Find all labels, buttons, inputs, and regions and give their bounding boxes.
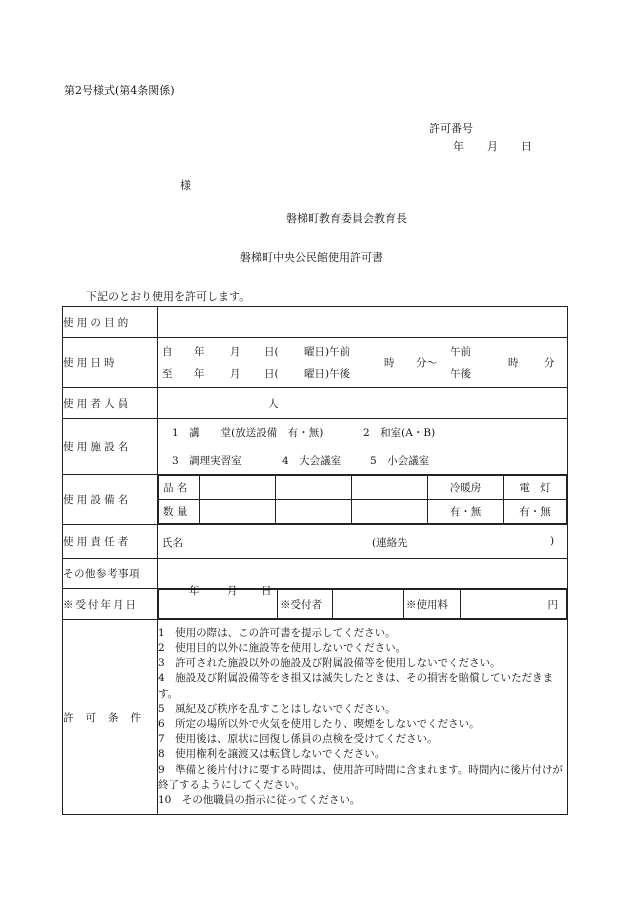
end-hour: 時	[508, 357, 519, 369]
page-title: 磐梯町中央公民館使用許可書	[240, 251, 383, 264]
row-equipment	[63, 475, 568, 525]
condition-item: 6 所定の場所以外で火気を使用したり、喫煙をしないでください。	[158, 718, 480, 730]
row-responsible	[63, 525, 568, 559]
persons-field[interactable]	[158, 388, 568, 419]
equip-qty-label: 数 量	[159, 500, 200, 524]
equip-name-label: 品 名	[159, 476, 200, 500]
end-am: 午前	[450, 346, 471, 358]
conditions-list	[158, 620, 568, 815]
permit-number-label: 許可番号	[429, 122, 473, 135]
to-label: 至	[162, 368, 173, 380]
row-datetime	[63, 338, 568, 388]
receiver-field[interactable]	[333, 590, 404, 619]
fee-field[interactable]: 円	[461, 590, 567, 619]
from-year: 年	[194, 346, 205, 358]
reception-date[interactable]	[159, 585, 278, 619]
reception-field	[158, 585, 568, 620]
equip-name-2[interactable]	[276, 476, 352, 500]
contact-label: (連絡先	[372, 537, 408, 549]
fee-label: ※使用料	[404, 590, 461, 619]
condition-item: 7 使用後は、原状に回復し係員の点検を受けてください。	[158, 733, 438, 746]
equip-name-3[interactable]	[352, 476, 428, 500]
receiver-label: ※受付者	[278, 590, 333, 619]
start-hour: 時	[384, 357, 395, 369]
end-pm: 午後	[450, 368, 471, 380]
date-month: 月	[487, 140, 498, 153]
equipment-field	[158, 475, 568, 525]
condition-item: 8 使用権利を譲渡又は転貸しないでください。	[158, 748, 386, 761]
facility-5: 5 小会議室	[370, 455, 430, 467]
reception-month: 月	[227, 585, 238, 597]
from-weekday: 曜日)午前	[304, 346, 351, 358]
condition-item: 9 準備と後片付けに要する時間は、使用許可時間に含まれます。時間内に後片付けが終了するようにしてください。	[158, 763, 563, 791]
facility-4: 4 大会議室	[282, 455, 342, 467]
end-minute: 分	[544, 357, 555, 369]
start-minute: 分〜	[416, 357, 437, 369]
datetime-label: 使用日時	[63, 338, 158, 388]
equip-name-1[interactable]	[200, 476, 276, 500]
contact-close: )	[550, 535, 555, 547]
responsible-name-label: 氏名	[162, 537, 183, 549]
row-facilities	[63, 419, 568, 475]
to-day: 日(	[264, 368, 279, 380]
date-day: 日	[521, 140, 532, 153]
light-label: 電 灯	[504, 476, 567, 500]
from-label: 自	[162, 346, 173, 358]
condition-item: 2 使用目的以外に施設等を使用しないでください。	[158, 641, 407, 654]
reception-day: 日	[261, 585, 272, 597]
to-month: 月	[230, 368, 241, 380]
responsible-field[interactable]	[158, 525, 568, 559]
row-persons	[63, 388, 568, 419]
condition-item: 5 風紀及び秩序を乱すことはしないでください。	[158, 702, 396, 715]
row-reception	[63, 589, 568, 620]
condition-item: 4 施設及び附属設備等をき損又は滅失したときは、その損害を賠償していただきます。	[158, 672, 554, 700]
equip-qty-1[interactable]	[200, 500, 276, 524]
remarks-field[interactable]	[158, 559, 568, 589]
conditions-label: 許可条件	[63, 620, 158, 815]
row-conditions	[63, 620, 568, 815]
date-year: 年	[453, 140, 464, 153]
intro-text: 下記のとおり使用を許可します。	[86, 290, 251, 303]
equip-qty-3[interactable]	[352, 500, 428, 524]
addressee-suffix: 様	[180, 179, 191, 192]
facility-2: 2 和室(A・B)	[363, 427, 436, 439]
facility-3: 3 調理実習室	[172, 455, 242, 467]
to-year: 年	[194, 368, 205, 380]
remarks-label: その他参考事項	[63, 559, 158, 589]
equipment-label: 使用設備名	[63, 475, 158, 525]
datetime-field[interactable]	[158, 338, 568, 388]
reception-label: ※受付年月日	[63, 589, 158, 620]
facility-1: 1 講 堂(放送設備 有・無)	[172, 427, 324, 439]
to-weekday: 曜日)午後	[304, 368, 351, 380]
condition-item: 1 使用の際は、この許可書を提示してください。	[158, 626, 396, 639]
condition-item: 3 許可された施設以外の施設及び附属設備等を使用しないでください。	[158, 657, 501, 670]
heater-label: 冷暖房	[428, 476, 504, 500]
condition-item: 10 その他職員の指示に従ってください。	[158, 794, 361, 807]
purpose-label: 使用の目的	[63, 307, 158, 338]
persons-label: 使用者人員	[63, 388, 158, 419]
row-remarks	[63, 559, 568, 589]
persons-unit: 人	[268, 398, 279, 410]
form-number: 第2号様式(第4条関係)	[64, 84, 175, 97]
equip-qty-2[interactable]	[276, 500, 352, 524]
facilities-field[interactable]	[158, 419, 568, 475]
reception-year: 年	[189, 585, 200, 597]
heater-option[interactable]: 有・無	[428, 500, 504, 524]
from-month: 月	[230, 346, 241, 358]
facilities-label: 使用施設名	[63, 419, 158, 475]
light-option[interactable]: 有・無	[504, 500, 567, 524]
permit-form-table	[62, 306, 568, 815]
row-purpose	[63, 307, 568, 338]
responsible-label: 使用責任者	[63, 525, 158, 559]
purpose-field[interactable]	[158, 307, 568, 338]
issuer: 磐梯町教育委員会教育長	[286, 212, 407, 225]
from-day: 日(	[264, 346, 279, 358]
